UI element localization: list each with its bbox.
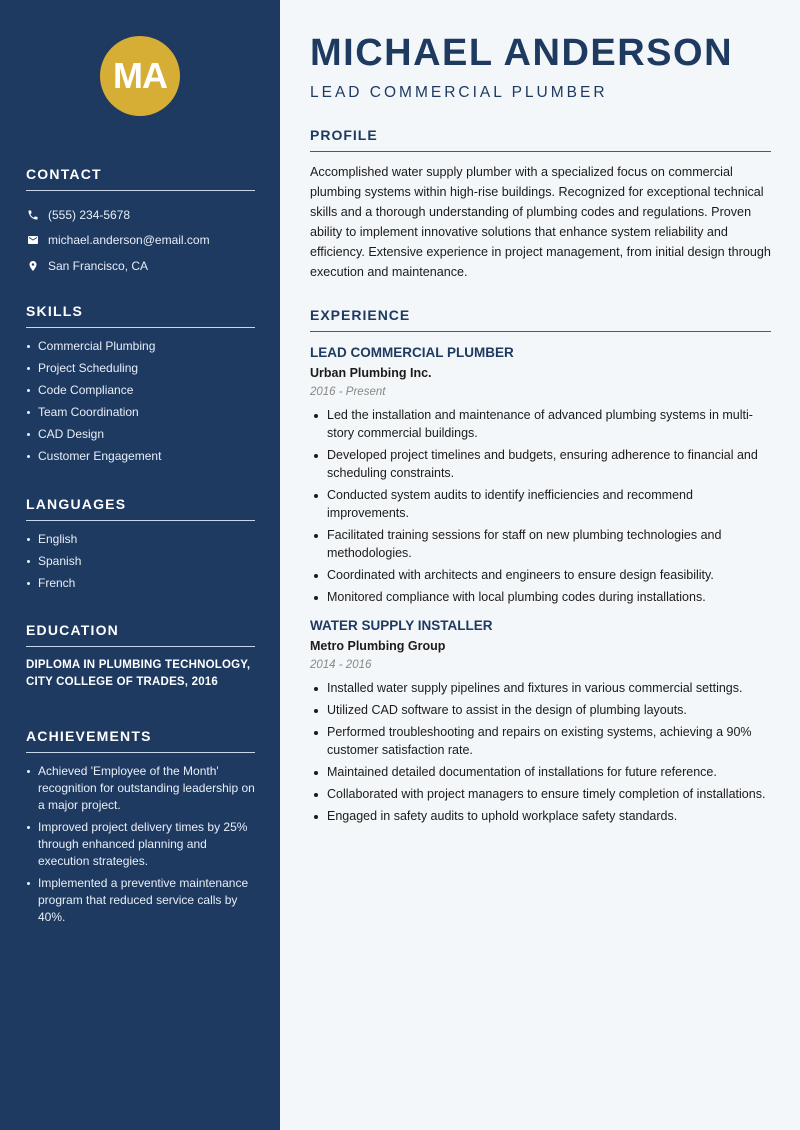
experience-heading: EXPERIENCE (310, 307, 771, 332)
email-icon (26, 233, 40, 247)
profile-section (310, 127, 771, 282)
skills-heading: SKILLS (26, 303, 255, 328)
job-title: WATER SUPPLY INSTALLER (310, 618, 493, 633)
job-bullets (310, 406, 771, 606)
skill-item: Team Coordination (26, 404, 255, 421)
skills-list (26, 338, 255, 465)
skill-item: Commercial Plumbing (26, 338, 255, 355)
language-item: Spanish (26, 553, 255, 570)
job-company: Metro Plumbing Group (310, 639, 446, 653)
job-bullet: Developed project timelines and budgets, ensuring adherence to financial and scheduling constraints. (310, 446, 771, 482)
achievements-list (26, 763, 255, 926)
skill-item: Project Scheduling (26, 360, 255, 377)
profile-text: Accomplished water supply plumber with a specialized focus on commercial plumbing systems within high-rise buildings. Recognized for exceptional technical skills and a thorough understanding of plumbing codes and regulations. Proven ability to implement innovative solutions that enhance system reliability and efficiency. Extensive experience in project management, from initial design through execution and maintenance. (310, 165, 771, 279)
skills-section (26, 303, 255, 470)
contact-location (26, 253, 255, 279)
achievement-item: Achieved 'Employee of the Month' recognition for outstanding leadership on a major project. (26, 763, 255, 814)
job-bullet: Engaged in safety audits to uphold workplace safety standards. (310, 807, 771, 825)
languages-section (26, 496, 255, 597)
contact-email[interactable] (26, 228, 255, 254)
achievement-item: Implemented a preventive maintenance program that reduced service calls by 40%. (26, 875, 255, 926)
job-bullet: Monitored compliance with local plumbing codes during installations. (310, 588, 771, 606)
avatar: MA (100, 36, 180, 116)
contact-email-text: michael.anderson@email.com (48, 233, 210, 248)
profile-heading: PROFILE (310, 127, 771, 152)
job-entry (310, 618, 771, 825)
language-item: English (26, 531, 255, 548)
job-bullet: Coordinated with architects and engineers to ensure design feasibility. (310, 566, 771, 584)
job-dates: 2014 - 2016 (310, 659, 372, 671)
education-entry: DIPLOMA IN PLUMBING TECHNOLOGY, CITY COLLEGE OF TRADES, 2016 (26, 659, 251, 688)
job-bullet: Collaborated with project managers to ensure timely completion of installations. (310, 785, 771, 803)
job-bullet: Installed water supply pipelines and fixtures in various commercial settings. (310, 679, 771, 697)
job-bullet: Utilized CAD software to assist in the design of plumbing layouts. (310, 701, 771, 719)
achievements-section (26, 728, 255, 931)
languages-list (26, 531, 255, 592)
contact-phone[interactable] (26, 202, 255, 228)
language-item: French (26, 575, 255, 592)
skill-item: Code Compliance (26, 382, 255, 399)
achievement-item: Improved project delivery times by 25% through enhanced planning and execution strategies. (26, 819, 255, 870)
sidebar (0, 0, 280, 1130)
achievements-heading: ACHIEVEMENTS (26, 728, 255, 753)
contact-location-text: San Francisco, CA (48, 258, 149, 273)
contact-phone-text: (555) 234-5678 (48, 207, 131, 222)
candidate-name: MICHAEL ANDERSON (310, 32, 734, 74)
job-bullets (310, 679, 771, 825)
job-dates: 2016 - Present (310, 386, 386, 398)
candidate-title: LEAD COMMERCIAL PLUMBER (310, 84, 608, 101)
skill-item: CAD Design (26, 426, 255, 443)
job-bullet: Led the installation and maintenance of advanced plumbing systems in multi-story commercial buildings. (310, 406, 771, 442)
contact-section (26, 166, 255, 279)
job-entry (310, 345, 771, 606)
education-section (26, 622, 255, 691)
contact-heading: CONTACT (26, 166, 255, 191)
contact-list (26, 202, 255, 279)
job-company: Urban Plumbing Inc. (310, 366, 432, 380)
experience-section (310, 307, 771, 829)
skill-item: Customer Engagement (26, 448, 255, 465)
job-bullet: Conducted system audits to identify inefficiencies and recommend improvements. (310, 486, 771, 522)
education-heading: EDUCATION (26, 622, 255, 647)
job-bullet: Maintained detailed documentation of installations for future reference. (310, 763, 771, 781)
location-pin-icon (26, 259, 40, 273)
languages-heading: LANGUAGES (26, 496, 255, 521)
phone-icon (26, 208, 40, 222)
job-title: LEAD COMMERCIAL PLUMBER (310, 345, 514, 360)
job-bullet: Facilitated training sessions for staff on new plumbing technologies and methodologies. (310, 526, 771, 562)
job-bullet: Performed troubleshooting and repairs on existing systems, achieving a 90% customer satisfaction rate. (310, 723, 771, 759)
